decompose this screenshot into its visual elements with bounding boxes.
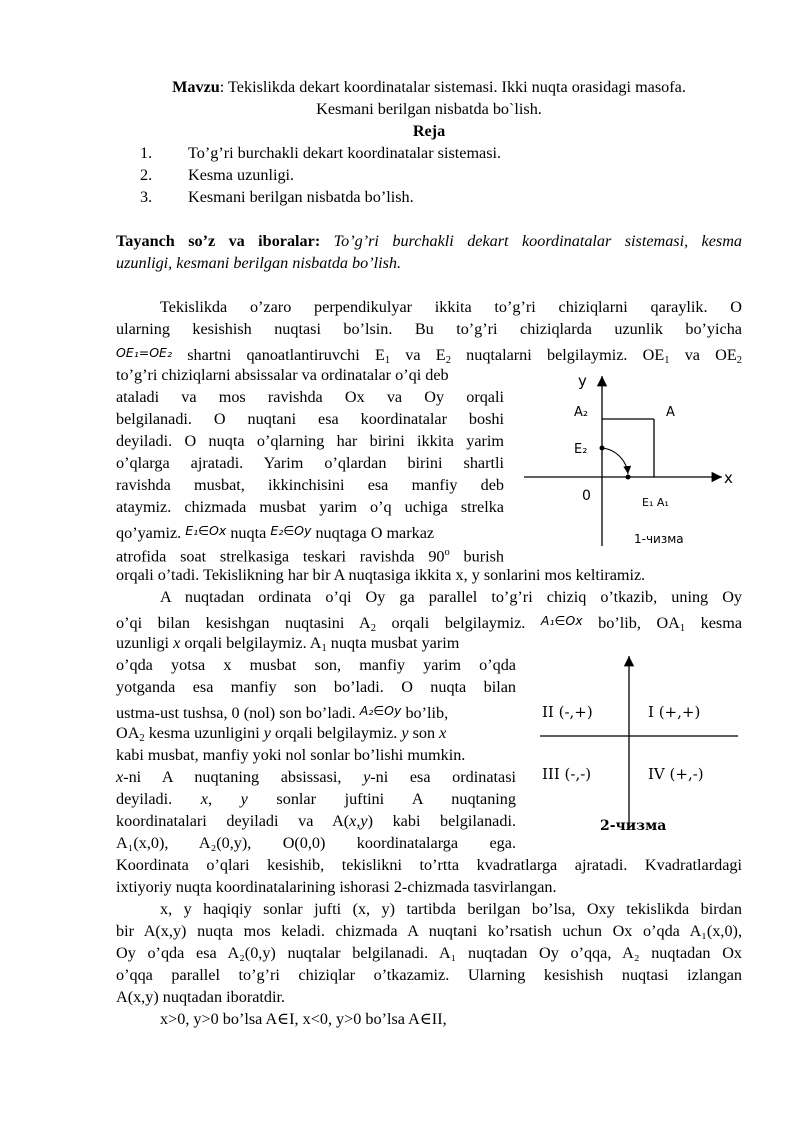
plan-number-3: 3. xyxy=(140,188,153,206)
label-a2: A₂ xyxy=(574,405,589,420)
rotation-arc xyxy=(602,448,628,474)
topic-text: : Tekislikda dekart koordinatalar sistemasi. Ikki nuqta orasidagi masofa. xyxy=(219,78,686,96)
plan-number-1: 1. xyxy=(140,144,153,162)
p1-line-11 xyxy=(116,520,504,544)
p2-line-7-y: y xyxy=(263,724,271,742)
p2-line-7-y2: y xyxy=(401,724,409,742)
p2-line-11-b: ) kabi belgilanadi. xyxy=(367,812,516,830)
p2-line-9-x: x xyxy=(116,768,124,786)
p1-line-8: o’qlarga ajratadi. Yarim o’qlardan birini shartli xyxy=(116,454,504,472)
p2-line-11-xy: x,y xyxy=(349,812,368,830)
p1-line-11-c: nuqtaga O markaz xyxy=(311,524,435,542)
p1-line-12-b: burish xyxy=(449,547,504,566)
label-origin: 0 xyxy=(582,488,591,504)
p2-line-10 xyxy=(116,788,516,810)
p2-line-3-x: x xyxy=(173,634,181,652)
p2-line-3-b: orqali belgilaymiz. A xyxy=(180,634,322,652)
p1-line-12-a: atrofida soat strelkasiga teskari ravishda 90 xyxy=(116,547,445,566)
p2-line-2: o’qi bilan kesishgan nuqtasini $A_2$ orqali belgilaymiz. A₁∈Ox bo’lib, $OA_1$ kesma xyxy=(116,613,743,634)
plan-item-2: Kesma uzunligi. xyxy=(188,166,295,184)
topic-line-1 xyxy=(116,76,742,98)
plan-number-2: 2. xyxy=(140,166,153,184)
p1-line-7: deyiladi. O nuqta o’qlarning har birini ikkita yarim xyxy=(116,432,504,450)
p3-line-6: x>0, y>0 bo’lsa A∈I, x<0, y>0 bo’lsa A∈II, xyxy=(160,1010,447,1028)
p2-line-8: kabi musbat, manfiy yoki nol sonlar bo’lishi mumkin. xyxy=(116,746,466,764)
p1-line-3-a: shartni qanoatlantiruvchi E xyxy=(171,346,385,364)
p1-line-10: ataymiz. chizmada musbat yarim o’q uchiga strelka xyxy=(116,498,504,516)
p2-line-4: o’qda yotsa x musbat son, manfiy yarim o’qda xyxy=(116,656,516,674)
p2-line-10-b: , xyxy=(207,790,241,808)
degree-sup: o xyxy=(444,547,450,558)
p2-line-2-c: bo’lib, OA xyxy=(582,614,680,632)
p2-line-11-a: koordinatalari deyiladi va A( xyxy=(116,812,350,830)
p2-line-1: A nuqtadan ordinata o’qi Oy ga parallel to’g’ri chiziq o’tkazib, uning Oy xyxy=(160,588,742,606)
p1-line-2: ularning kesishish nuqtasi bo’lsin. Bu to’g’ri chiziqlarda uzunlik bo’yicha xyxy=(116,320,742,338)
p3-line-4: o’qqa parallel to’g’ri chiziqlar o’tkazamiz. Ularning kesishish nuqtasi izlangan xyxy=(116,966,742,984)
quadrant-1-label: I (+,+) xyxy=(648,703,701,721)
label-a: A xyxy=(666,405,675,420)
p2-line-5: yotganda esa manfiy son bo’ladi. O nuqta bilan xyxy=(116,678,516,696)
p1-line-5: ataladi va mos ravishda Ox va Oy orqali xyxy=(116,388,504,406)
quadrant-3-label: III (-,-) xyxy=(542,765,592,783)
p2-line-9 xyxy=(116,766,516,788)
p2-line-14: ixtiyoriy nuqta koordinatalarining ishorasi 2-chizmada tasvirlangan. xyxy=(116,878,557,896)
figure-1-caption: 1-чизма xyxy=(634,532,684,546)
p2-line-7-b: kesma uzunligini xyxy=(144,724,264,742)
topic-line-2: Kesmani berilgan nisbatda bo`lish. xyxy=(316,100,542,118)
p2-line-2-a: o’qi bilan kesishgan nuqtasini A xyxy=(116,614,371,632)
quadrant-4-label: IV (+,-) xyxy=(648,765,704,783)
plan-item-1: To’g’ri burchakli dekart koordinatalar sistemasi. xyxy=(188,144,502,162)
label-e1-a1: E₁ A₁ xyxy=(642,496,669,509)
p3-line-5: A(x,y) nuqtadan iboratdir. xyxy=(116,988,286,1006)
p2-line-13: Koordinata o’qlari kesishib, tekislikni to’rtta kvadratlarga ajratadi. Kvadratlardagi xyxy=(116,856,742,874)
keywords-label: Tayanch so’z va iboralar: xyxy=(116,232,321,250)
p2-line-7: $OA_2$ kesma uzunligini y orqali belgilaymiz. y son x xyxy=(116,724,447,744)
figure-2-quadrants xyxy=(532,650,744,834)
p2-line-7-a: OA xyxy=(116,724,140,742)
label-x: x xyxy=(724,469,733,487)
keywords-line-1 xyxy=(116,230,742,252)
p2-line-9-b: -ni esa ordinatasi xyxy=(370,768,516,786)
p2-line-6 xyxy=(116,700,516,724)
p1-line-11-b: nuqta xyxy=(226,524,271,542)
p2-line-10-a: deyiladi. xyxy=(116,790,201,808)
p2-line-2-d: kesma xyxy=(685,614,743,632)
p1-line-3-b: va E xyxy=(390,346,446,364)
plan-heading: Reja xyxy=(412,122,446,140)
p1-line-3: OE₁=OE₂ shartni qanoatlantiruvchi $E_1$ va $E_2$ nuqtalarni belgilaymiz. $OE_1$ va $OE_2$ xyxy=(116,345,743,366)
figure-2-caption: 2-чизма xyxy=(600,818,667,834)
p1-line-13: orqali o’tadi. Tekislikning har bir A nuqtasiga ikkita x, y sonlarini mos keltiramiz. xyxy=(116,566,646,584)
p2-line-3: uzunligi x orqali belgilaymiz. $A_1$ nuqta musbat yarim xyxy=(116,634,460,654)
figure-1-coordinate-system xyxy=(516,366,744,552)
p2-line-3-c: nuqta musbat yarim xyxy=(326,634,460,652)
point-e1 xyxy=(626,475,631,480)
p2-line-3-a: uzunligi xyxy=(116,634,174,652)
p2-line-9-y: y xyxy=(363,768,371,786)
p2-line-12: A₁(x,0), A₂(0,y), O(0,0) koordinatalarga ega. xyxy=(116,834,516,852)
p2-line-10-x: x xyxy=(200,790,208,808)
p2-line-7-x: x xyxy=(439,724,447,742)
p1-line-3-d: va OE xyxy=(669,346,737,364)
quadrant-2-label: II (-,+) xyxy=(542,703,593,721)
topic-label: Mavzu xyxy=(172,78,220,96)
keywords-line-2: uzunligi, kesmani berilgan nisbatda bo’lish. xyxy=(116,254,402,272)
keywords-text: To’g’ri burchakli dekart koordinatalar sistemasi, kesma xyxy=(320,232,742,250)
p2-line-7-d: son xyxy=(408,724,440,742)
p1-line-9: ravishda musbat, ikkinchisini esa manfiy deb xyxy=(116,476,504,494)
p2-line-6-a: ustma-ust tushsa, 0 (nol) son bo’ladi. xyxy=(116,704,360,722)
p3-line-2: bir A(x,y) nuqta mos keladi. chizmada A nuqtani ko’rsatish uchun Ox o’qda A₁(x,0), xyxy=(116,922,742,940)
label-e2: E₂ xyxy=(574,442,588,457)
label-y: y xyxy=(578,372,587,390)
p2-line-2-b: orqali belgilaymiz. xyxy=(375,614,541,632)
p1-line-6: belgilanadi. O nuqtani esa koordinatalar boshi xyxy=(116,410,504,428)
p1-line-11-a: qo’yamiz. xyxy=(116,524,186,542)
formula-a2-in-oy: A₂∈Oy xyxy=(359,703,402,718)
p1-line-3-c: nuqtalarni belgilaymiz. OE xyxy=(450,346,665,364)
formula-e2-in-oy: E₂∈Oy xyxy=(270,523,312,538)
p2-line-10-c: sonlar juftini A nuqtaning xyxy=(247,790,516,808)
formula-e1-in-ox: E₁∈Ox xyxy=(185,523,227,538)
p3-line-3: Oy o’qda esa A₂(0,y) nuqtalar belgilanadi. A₁ nuqtadan Oy o’qqa, A₂ nuqtadan Ox xyxy=(116,944,742,962)
p2-line-11 xyxy=(116,810,516,832)
p2-line-7-c: orqali belgilaymiz. xyxy=(270,724,402,742)
p3-line-1: x, y haqiqiy sonlar jufti (x, y) tartibda berilgan bo’lsa, Oxy tekislikda birdan xyxy=(160,900,742,918)
plan-item-3: Kesmani berilgan nisbatda bo’lish. xyxy=(188,188,414,206)
p2-line-6-b: bo’lib, xyxy=(401,704,449,722)
p2-line-9-a: -ni A nuqtaning absissasi, xyxy=(123,768,364,786)
p1-line-1: Tekislikda o’zaro perpendikulyar ikkita to’g’ri chiziqlarni qaraylik. O xyxy=(160,298,742,316)
formula-oe1-oe2: OE₁=OE₂ xyxy=(116,345,172,360)
p1-line-4: to’g’ri chiziqlarni absissalar va ordinatalar o’qi deb xyxy=(116,366,449,384)
p2-line-10-y: y xyxy=(240,790,248,808)
formula-a1-in-ox: A₁∈Ox xyxy=(540,613,583,628)
